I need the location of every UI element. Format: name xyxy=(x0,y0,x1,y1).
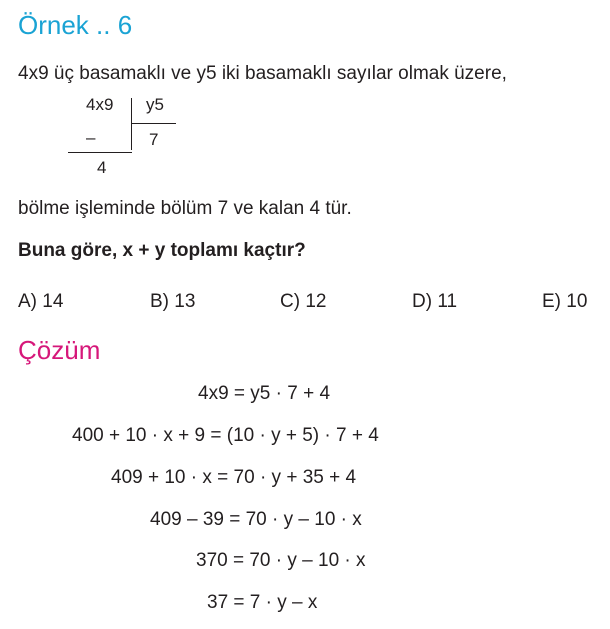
division-remainder: 4 xyxy=(97,158,107,177)
option-a: A) 14 xyxy=(18,291,64,312)
solution-step-1: 4x9 = y5 · 7 + 4 xyxy=(198,383,331,404)
option-b: B) 13 xyxy=(150,291,196,312)
option-e: E) 10 xyxy=(542,291,588,312)
problem-intro: 4x9 üç basamaklı ve y5 iki basamaklı sayılar olmak üzere, xyxy=(18,63,507,84)
option-c: C) 12 xyxy=(280,291,327,312)
division-vertical-line xyxy=(131,98,132,150)
solution-step-2: 400 + 10 · x + 9 = (10 · y + 5) · 7 + 4 xyxy=(72,425,379,446)
solution-step-6: 37 = 7 · y – x xyxy=(207,592,318,613)
solution-title: Çözüm xyxy=(18,335,101,365)
division-minus-sign: – xyxy=(86,128,96,147)
division-divisor-line xyxy=(131,123,176,124)
problem-question: Buna göre, x + y toplamı kaçtır? xyxy=(18,240,306,261)
solution-step-4: 409 – 39 = 70 · y – 10 · x xyxy=(150,509,362,530)
solution-step-5: 370 = 70 · y – 10 · x xyxy=(196,550,366,571)
division-divisor: y5 xyxy=(146,95,164,114)
problem-statement: bölme işleminde bölüm 7 ve kalan 4 tür. xyxy=(18,198,352,219)
division-dividend: 4x9 xyxy=(86,95,114,114)
division-subtraction-line xyxy=(68,152,132,153)
solution-step-3: 409 + 10 · x = 70 · y + 35 + 4 xyxy=(111,467,357,488)
division-quotient: 7 xyxy=(149,130,159,149)
example-title: Örnek .. 6 xyxy=(18,10,133,40)
option-d: D) 11 xyxy=(412,291,458,312)
